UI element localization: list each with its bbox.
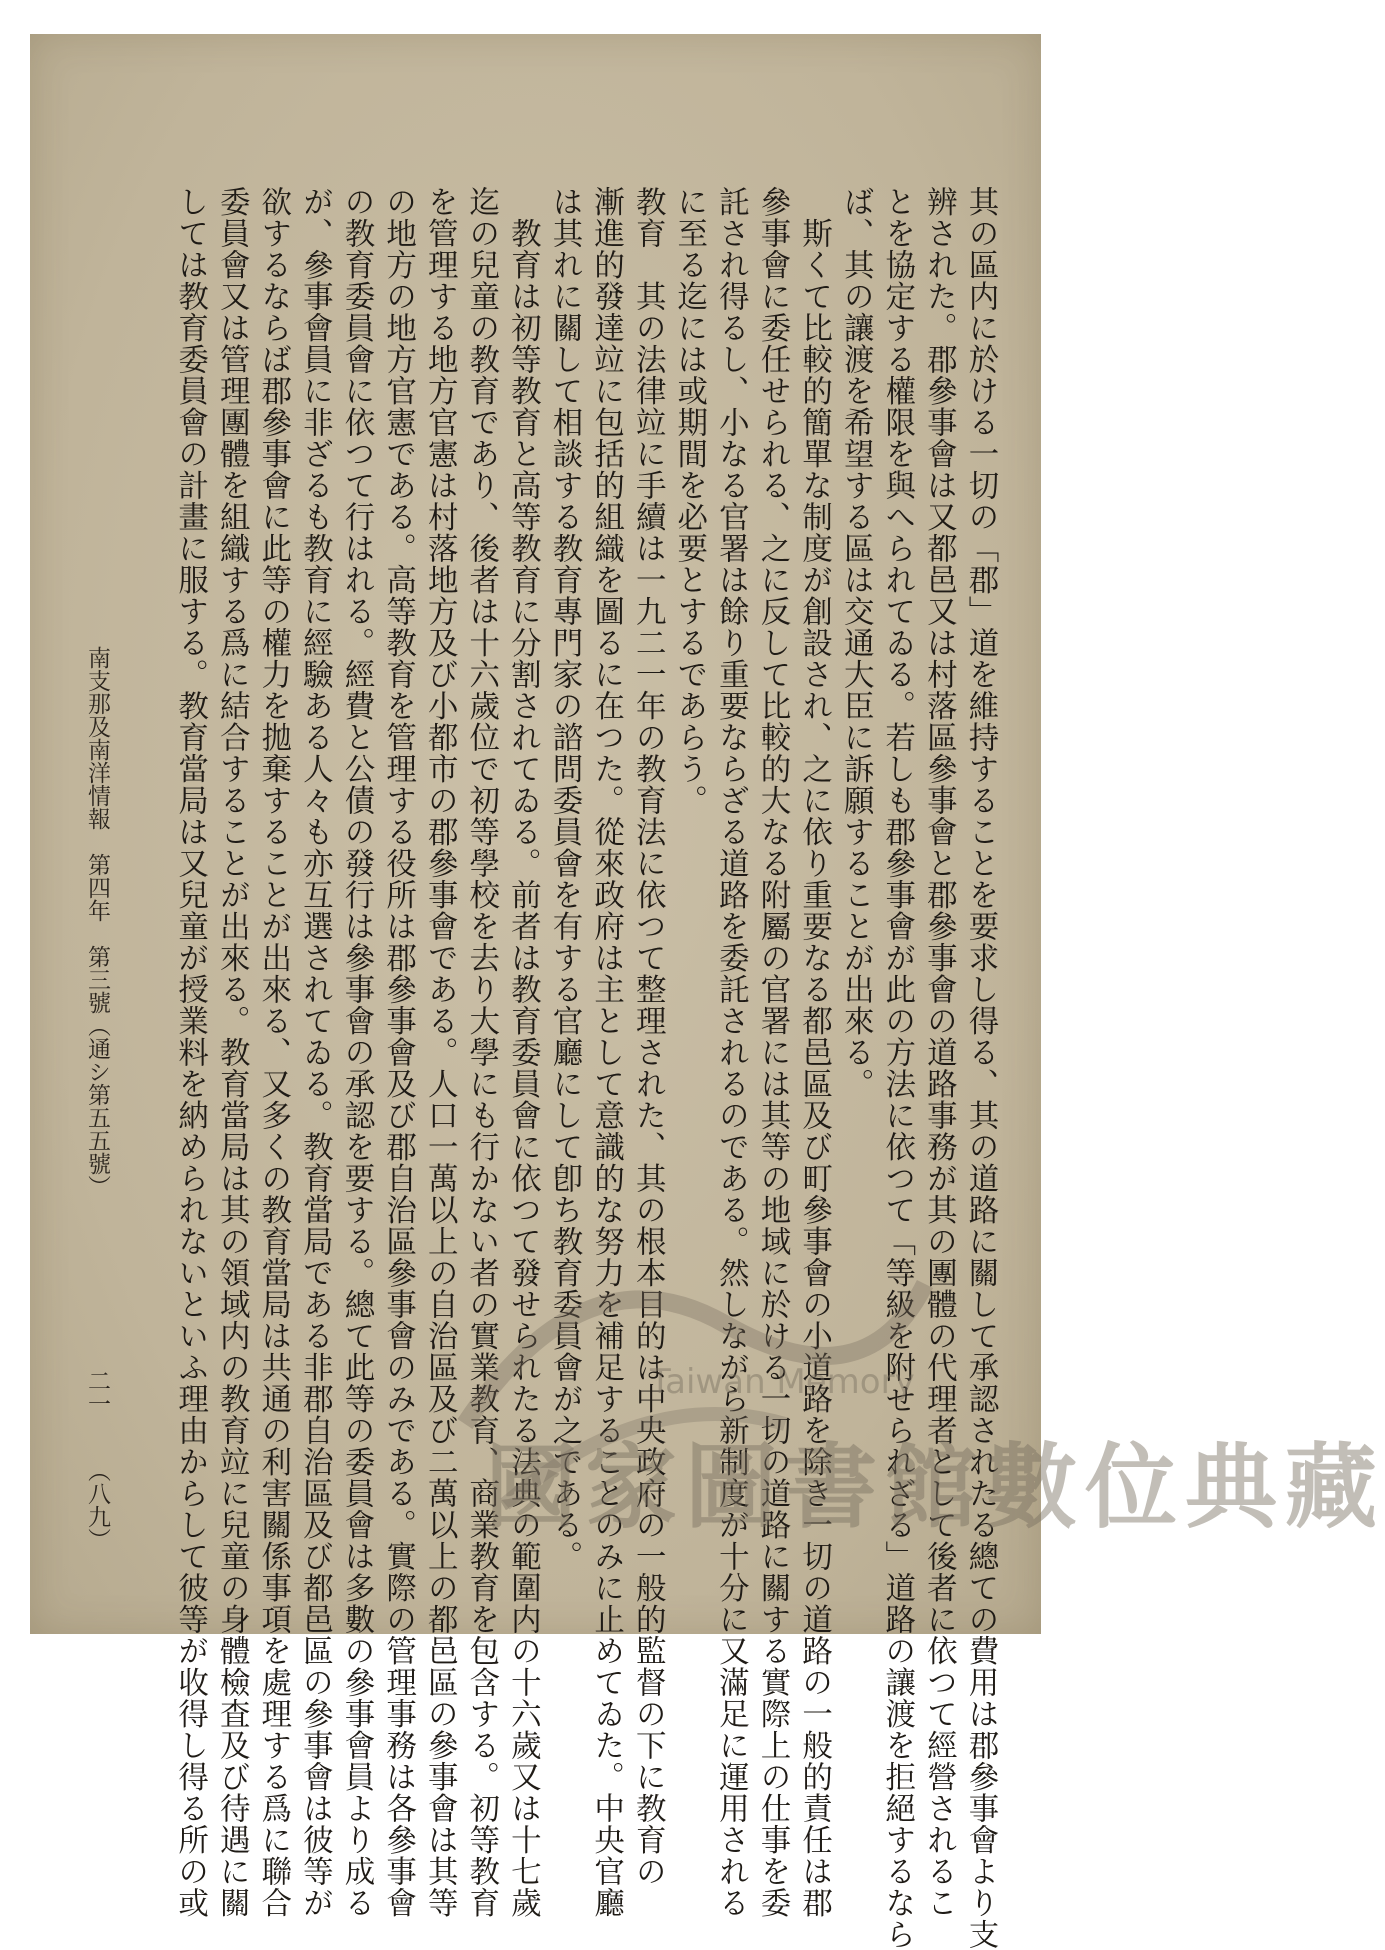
- page-number-paren: （八九）: [84, 1459, 110, 1551]
- text-column: ば、其の讓渡を希望する區は交通大臣に訴願することが出來る。: [838, 186, 874, 1100]
- text-column: とを協定する權限を與へられてゐる。若しも郡參事會が此の方法に依つて「等級を附せられざる」道路の讓渡を拒絕するなら: [879, 186, 915, 1950]
- text-column: の教育委員會に依つて行はれる。經費と公債の發行は參事會の承認を要する。總て此等の委員會は多數の參事會員より成る: [339, 186, 374, 1919]
- text-column: 委員會又は管理團體を組織する爲に結合することが出來る。教育當局は其の領域内の教育竝に兒童の身體檢査及び待遇に關: [214, 186, 250, 1919]
- text-column: 迄の兒童の教育であり、後者は十六歲位で初等學校を去り大學にも行かない者の實業教育、商業教育を包含する。初等教育: [463, 186, 499, 1919]
- running-head: 南支那及南洋情報 第四年 第三號（通シ第五五號）: [84, 646, 110, 1198]
- text-column: 辨された。郡參事會は又都邑又は村落區參事會と郡參事會の道路事務が其の團體の代理者として後者に依つて經營されるこ: [921, 186, 957, 1919]
- text-column: 託され得るし、小なる官署は餘り重要ならざる道路を委託されるのである。然しながら新制度が十分に又滿足に運用される: [713, 186, 749, 1919]
- text-column: 教育は初等教育と高等教育に分割されてゐる。前者は教育委員會に依つて發せられたる法典の範圍内の十六歲又は十七歲: [505, 186, 541, 1919]
- text-column: しては教育委員會の計畫に服する。教育當局は又兒童が授業料を納められないといふ理由からして彼等が收得し得る所の或: [172, 186, 208, 1919]
- text-column: 漸進的發達竝に包括的組織を圖るに在つた。從來政府は主として意識的な努力を補足することのみに止めてゐた。中央官廳: [588, 186, 624, 1919]
- text-column: が、參事會員に非ざるも教育に經驗ある人々も亦互選されてゐる。教育當局である非郡自治區及び都邑區の參事會は彼等が: [297, 186, 333, 1919]
- text-column: 欲するならば郡參事會に此等の權力を拋棄することが出來る、又多くの教育當局は共通の利害關係事項を處理する爲に聯合: [255, 186, 291, 1919]
- text-column: 其の區内に於ける一切の「郡」道を維持することを要求し得る、其の道路に關して承認されたる總ての費用は郡參事會より支: [963, 186, 998, 1950]
- watermark-title: 國家圖書館數位典藏: [485, 1434, 1385, 1541]
- text-column: の地方の地方官憲である。高等教育を管理する役所は郡參事會及び郡自治區參事會のみである。實際の管理事務は各參事會: [380, 186, 416, 1919]
- text-column: を管理する地方官憲は村落地方及び小都市の郡參事會である。人口一萬以上の自治區及び二萬以上の都邑區の參事會は其等: [422, 186, 458, 1919]
- text-column: に至る迄には或期間を必要とするであらう。: [671, 186, 707, 816]
- watermark: [485, 1362, 1385, 1546]
- page-number-kanji: 二一: [84, 1369, 110, 1415]
- watermark-english: Taiwan Memory: [650, 1362, 915, 1402]
- text-column: 教育 其の法律竝に手續は一九二一年の教育法に依つて整理された、其の根本目的は中央政府の一般的監督の下に教育の: [630, 186, 666, 1887]
- document-page: [30, 34, 1385, 1950]
- text-column: 斯くて比較的簡單な制度が創設され、之に依り重要なる都邑區及び町參事會の小道路を除き一切の道路の一般的責任は郡: [796, 186, 832, 1919]
- text-column: 參事會に委任せられる、之に反して比較的大なる附屬の官署には其等の地域に於ける一切の道路に關する實際上の仕事を委: [755, 186, 790, 1919]
- text-column: は其れに關して相談する教育專門家の諮問委員會を有する官廳にして卽ち教育委員會が之である。: [547, 186, 582, 1572]
